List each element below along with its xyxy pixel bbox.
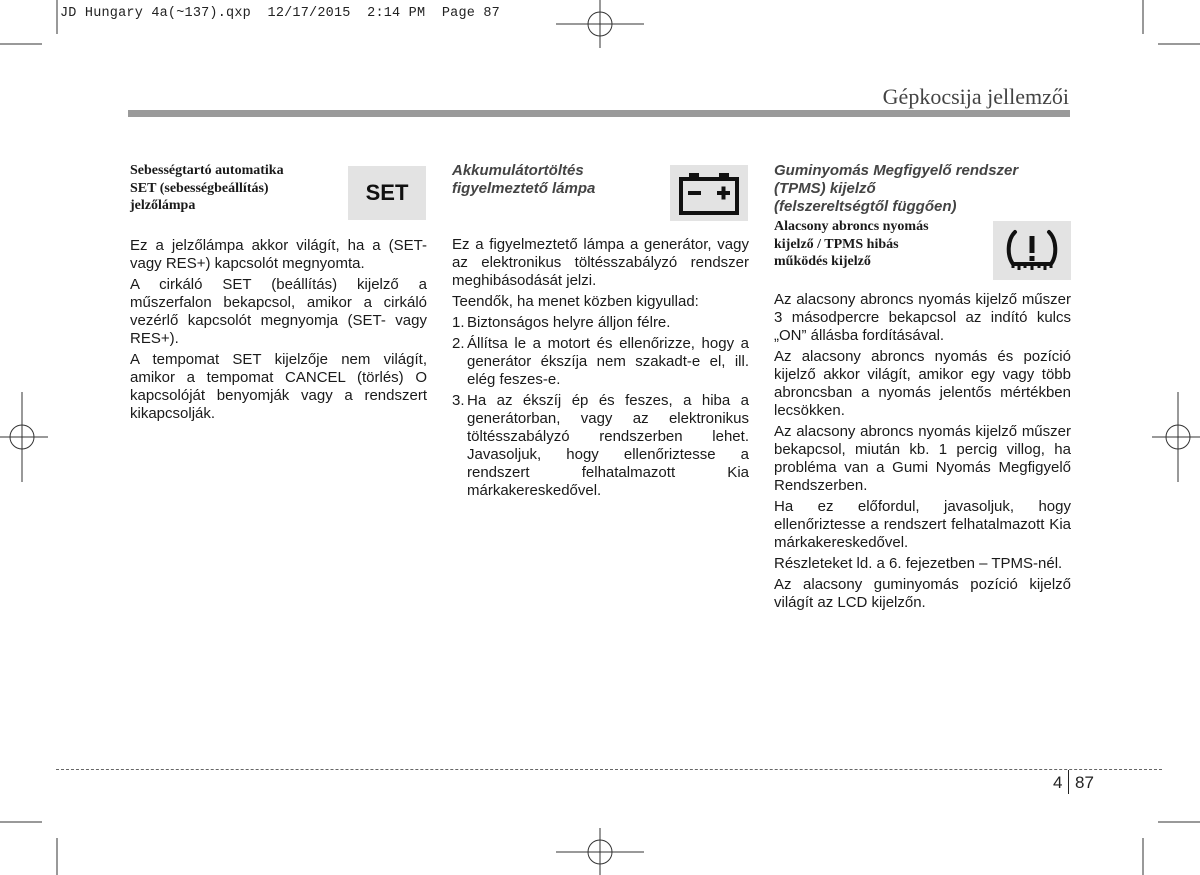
print-slug: JD Hungary 4a(~137).qxp 12/17/2015 2:14 PM Page 87 xyxy=(60,6,500,21)
paragraph: Az alacsony guminyomás pozíció kijelző világít az LCD kijelzőn. xyxy=(774,575,1071,611)
paragraph: Az alacsony abroncs nyomás kijelző műszer 3 másodpercre bekapcsol az indító kulcs „ON” állásba fordításával. xyxy=(774,290,1071,344)
section-heading: Guminyomás Megfigyelő rendszer (TPMS) kijelző (felszereltségtől függően) xyxy=(774,162,1019,215)
header-rule xyxy=(128,110,1070,117)
paragraph: Az alacsony abroncs nyomás kijelző műszer bekapcsol, miután kb. 1 percig villog, ha probléma van a Gumi Nyomás Megfigyelő Rendszerben. xyxy=(774,422,1071,494)
paragraph: A cirkáló SET (beállítás) kijelző a műszerfalon bekapcsol, amikor a cirkáló vezérlő kapcsolót megnyomja (SET- vagy RES+). xyxy=(130,275,427,347)
page-number-divider xyxy=(1068,770,1069,794)
list-item: 3. Ha az ékszíj ép és feszes, a hiba a generátorban, vagy az elektronikus töltésszabályzó rendszerben lehet. Javasoljuk, hogy ellenőriztesse a rendszert felhatalmazott Kia márkakereskedővel. xyxy=(452,392,749,499)
section-heading: Akkumulátortöltés figyelmeztető lámpa xyxy=(452,162,596,197)
footer-rule xyxy=(56,769,1162,770)
steps-list xyxy=(452,314,749,500)
set-indicator-icon: SET xyxy=(348,166,426,220)
list-item: 1. Biztonságos helyre álljon félre. xyxy=(452,314,671,331)
tire-pressure-icon xyxy=(993,221,1071,280)
chapter-number: 4 xyxy=(1053,773,1063,792)
paragraph: Ha ez előfordul, javasoljuk, hogy ellenőriztesse a rendszert felhatalmazott Kia márkakereskedővel. xyxy=(774,497,1071,551)
paragraph: Ez a figyelmeztető lámpa a generátor, vagy az elektronikus töltésszabályzó rendszer meghibásodását jelzi. xyxy=(452,236,749,289)
chapter-title: Gépkocsija jellemzői xyxy=(882,84,1069,109)
paragraph: Az alacsony abroncs nyomás és pozíció kijelző akkor világít, amikor egy vagy több abroncsban a nyomás jelentős mértékben lecsökken. xyxy=(774,347,1071,419)
paragraph: Ez a jelzőlámpa akkor világít, ha a (SET- vagy RES+) kapcsolót megnyomta. xyxy=(130,236,427,272)
list-item: 2. Állítsa le a motort és ellenőrizze, hogy a generátor ékszíja nem szakadt-e el, ill. elég feszes-e. xyxy=(452,335,749,388)
section-heading: Sebességtartó automatika SET (sebességbeállítás) jelzőlámpa xyxy=(130,163,284,213)
paragraph: A tempomat SET kijelzője nem világít, amikor a tempomat CANCEL (törlés) O kapcsolóját benyomják vagy a rendszert kikapcsolják. xyxy=(130,350,427,422)
battery-icon xyxy=(670,165,748,221)
subsection-heading: Alacsony abroncs nyomás kijelző / TPMS hibás működés kijelző xyxy=(774,219,929,269)
paragraph: Részleteket ld. a 6. fejezetben – TPMS-nél. xyxy=(774,554,1063,572)
paragraph: Teendők, ha menet közben kigyullad: xyxy=(452,293,699,310)
page-number: 87 xyxy=(1075,773,1094,792)
